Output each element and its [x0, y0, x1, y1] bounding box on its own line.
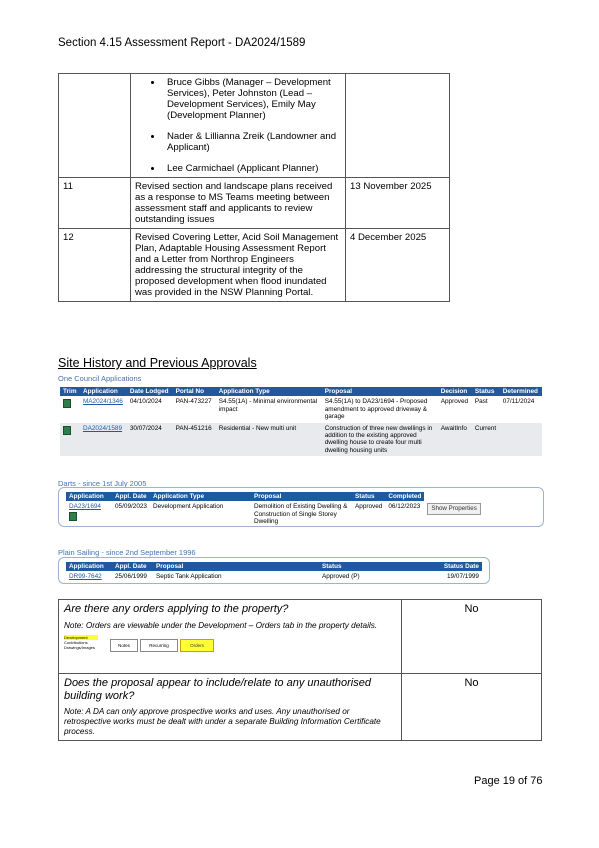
row-number: 11: [59, 178, 131, 229]
list-item: • Nader & Lillianna Zreik (Landowner and Applicant): [163, 131, 341, 153]
table-row: DA2024/1589 30/07/2024 PAN-451216 Residential - New multi unit Construction of three new dwellings in addition to the existing approved dwelling house to create four multi dwelling housing units AwaitInfo Current: [60, 423, 542, 457]
show-properties-button[interactable]: Show Properties: [427, 503, 480, 514]
plain-sailing-title: Plain Sailing - since 2nd September 1996: [58, 548, 196, 557]
page-header: Section 4.15 Assessment Report - DA2024/1589: [58, 37, 306, 49]
trim-document-icon[interactable]: [69, 512, 77, 521]
table-row: [59, 674, 542, 741]
darts-grid: [66, 492, 484, 528]
row-number: 12: [59, 229, 131, 302]
trim-document-icon[interactable]: [63, 399, 71, 408]
table-row: DA23/1694 05/09/2023 Development Application Demolition of Existing Dwelling & Construction of Single Storey Dwelling Approved 06/12/2023 Show Properties: [66, 501, 484, 527]
table-row: MA2024/1346 04/10/2024 PAN-473227 S4.55(1A) - Minimal environmental impact S4.55(1A) to DA23/1694 - Proposed amendment to approved driveway & garage Approved Past 07/11/2024: [60, 396, 542, 422]
application-link[interactable]: MA2024/1346: [82, 398, 123, 406]
table-row: [59, 178, 450, 229]
question-text: Does the proposal appear to include/relate to any unauthorised building work?: [64, 677, 371, 702]
application-link[interactable]: DR99-7642: [69, 573, 102, 581]
tab-orders[interactable]: Orders: [180, 639, 214, 652]
one-council-title: One Council Applications: [58, 374, 142, 383]
attendees-cell: [131, 74, 346, 178]
attendees-list: [135, 77, 341, 174]
row-date: 13 November 2025: [346, 178, 450, 229]
application-link[interactable]: DA2024/1589: [82, 424, 123, 432]
list-item: • Lee Carmichael (Applicant Planner): [163, 163, 341, 174]
one-council-grid: [60, 387, 542, 456]
trim-document-icon[interactable]: [63, 426, 71, 435]
question-text: Are there any orders applying to the property?: [64, 603, 289, 615]
plain-sailing-grid: [66, 562, 482, 583]
page-number: Page 19 of 76: [474, 775, 543, 787]
list-item: • Bruce Gibbs (Manager – Development Services), Peter Johnston (Lead – Development Services), Emily May (Development Planner): [163, 77, 341, 121]
grid-header: Trim Application Date Lodged Portal No Application Type Proposal Decision Status Determined: [60, 387, 542, 396]
table-row: [59, 74, 450, 178]
tab-recurring[interactable]: Recurring: [140, 639, 178, 652]
question-note: Note: A DA can only approve prospective works and uses. Any unauthorised or retrospective works must be dealt with under a separate Building Information Certificate process.: [64, 707, 381, 736]
timeline-table: [58, 73, 450, 302]
table-row: DR99-7642 25/06/1999 Septic Tank Application Approved (P) 19/07/1999: [69, 573, 479, 581]
orders-tab-screenshot: Development Contributions Drawings/Images Notes Recurring Orders: [64, 635, 234, 655]
answer: No: [402, 600, 542, 674]
table-row: [59, 229, 450, 302]
question-note: Note: Orders are viewable under the Development – Orders tab in the property details.: [64, 620, 378, 630]
grid-header: Application Appl. Date Proposal Status Status Date: [66, 562, 482, 571]
grid-header: Application Appl. Date Application Type Proposal Status Completed: [66, 492, 484, 501]
application-link[interactable]: DA23/1694: [69, 503, 101, 511]
answer: No: [402, 674, 542, 741]
tab-notes[interactable]: Notes: [110, 639, 138, 652]
table-row: [59, 600, 542, 674]
row-description: Revised section and landscape plans received as a response to MS Teams meeting between assessment staff and applicants to review outstanding issues: [131, 178, 346, 229]
row-description: Revised Covering Letter, Acid Soil Management Plan, Adaptable Housing Assessment Report and a Letter from Northrop Engineers addressing the structural integrity of the proposed development when flood inundated was provided in the NSW Planning Portal.: [131, 229, 346, 302]
row-date: 4 December 2025: [346, 229, 450, 302]
section-title: Site History and Previous Approvals: [58, 356, 257, 370]
darts-title: Darts - since 1st July 2005: [58, 479, 147, 488]
checklist-table: [58, 599, 542, 741]
